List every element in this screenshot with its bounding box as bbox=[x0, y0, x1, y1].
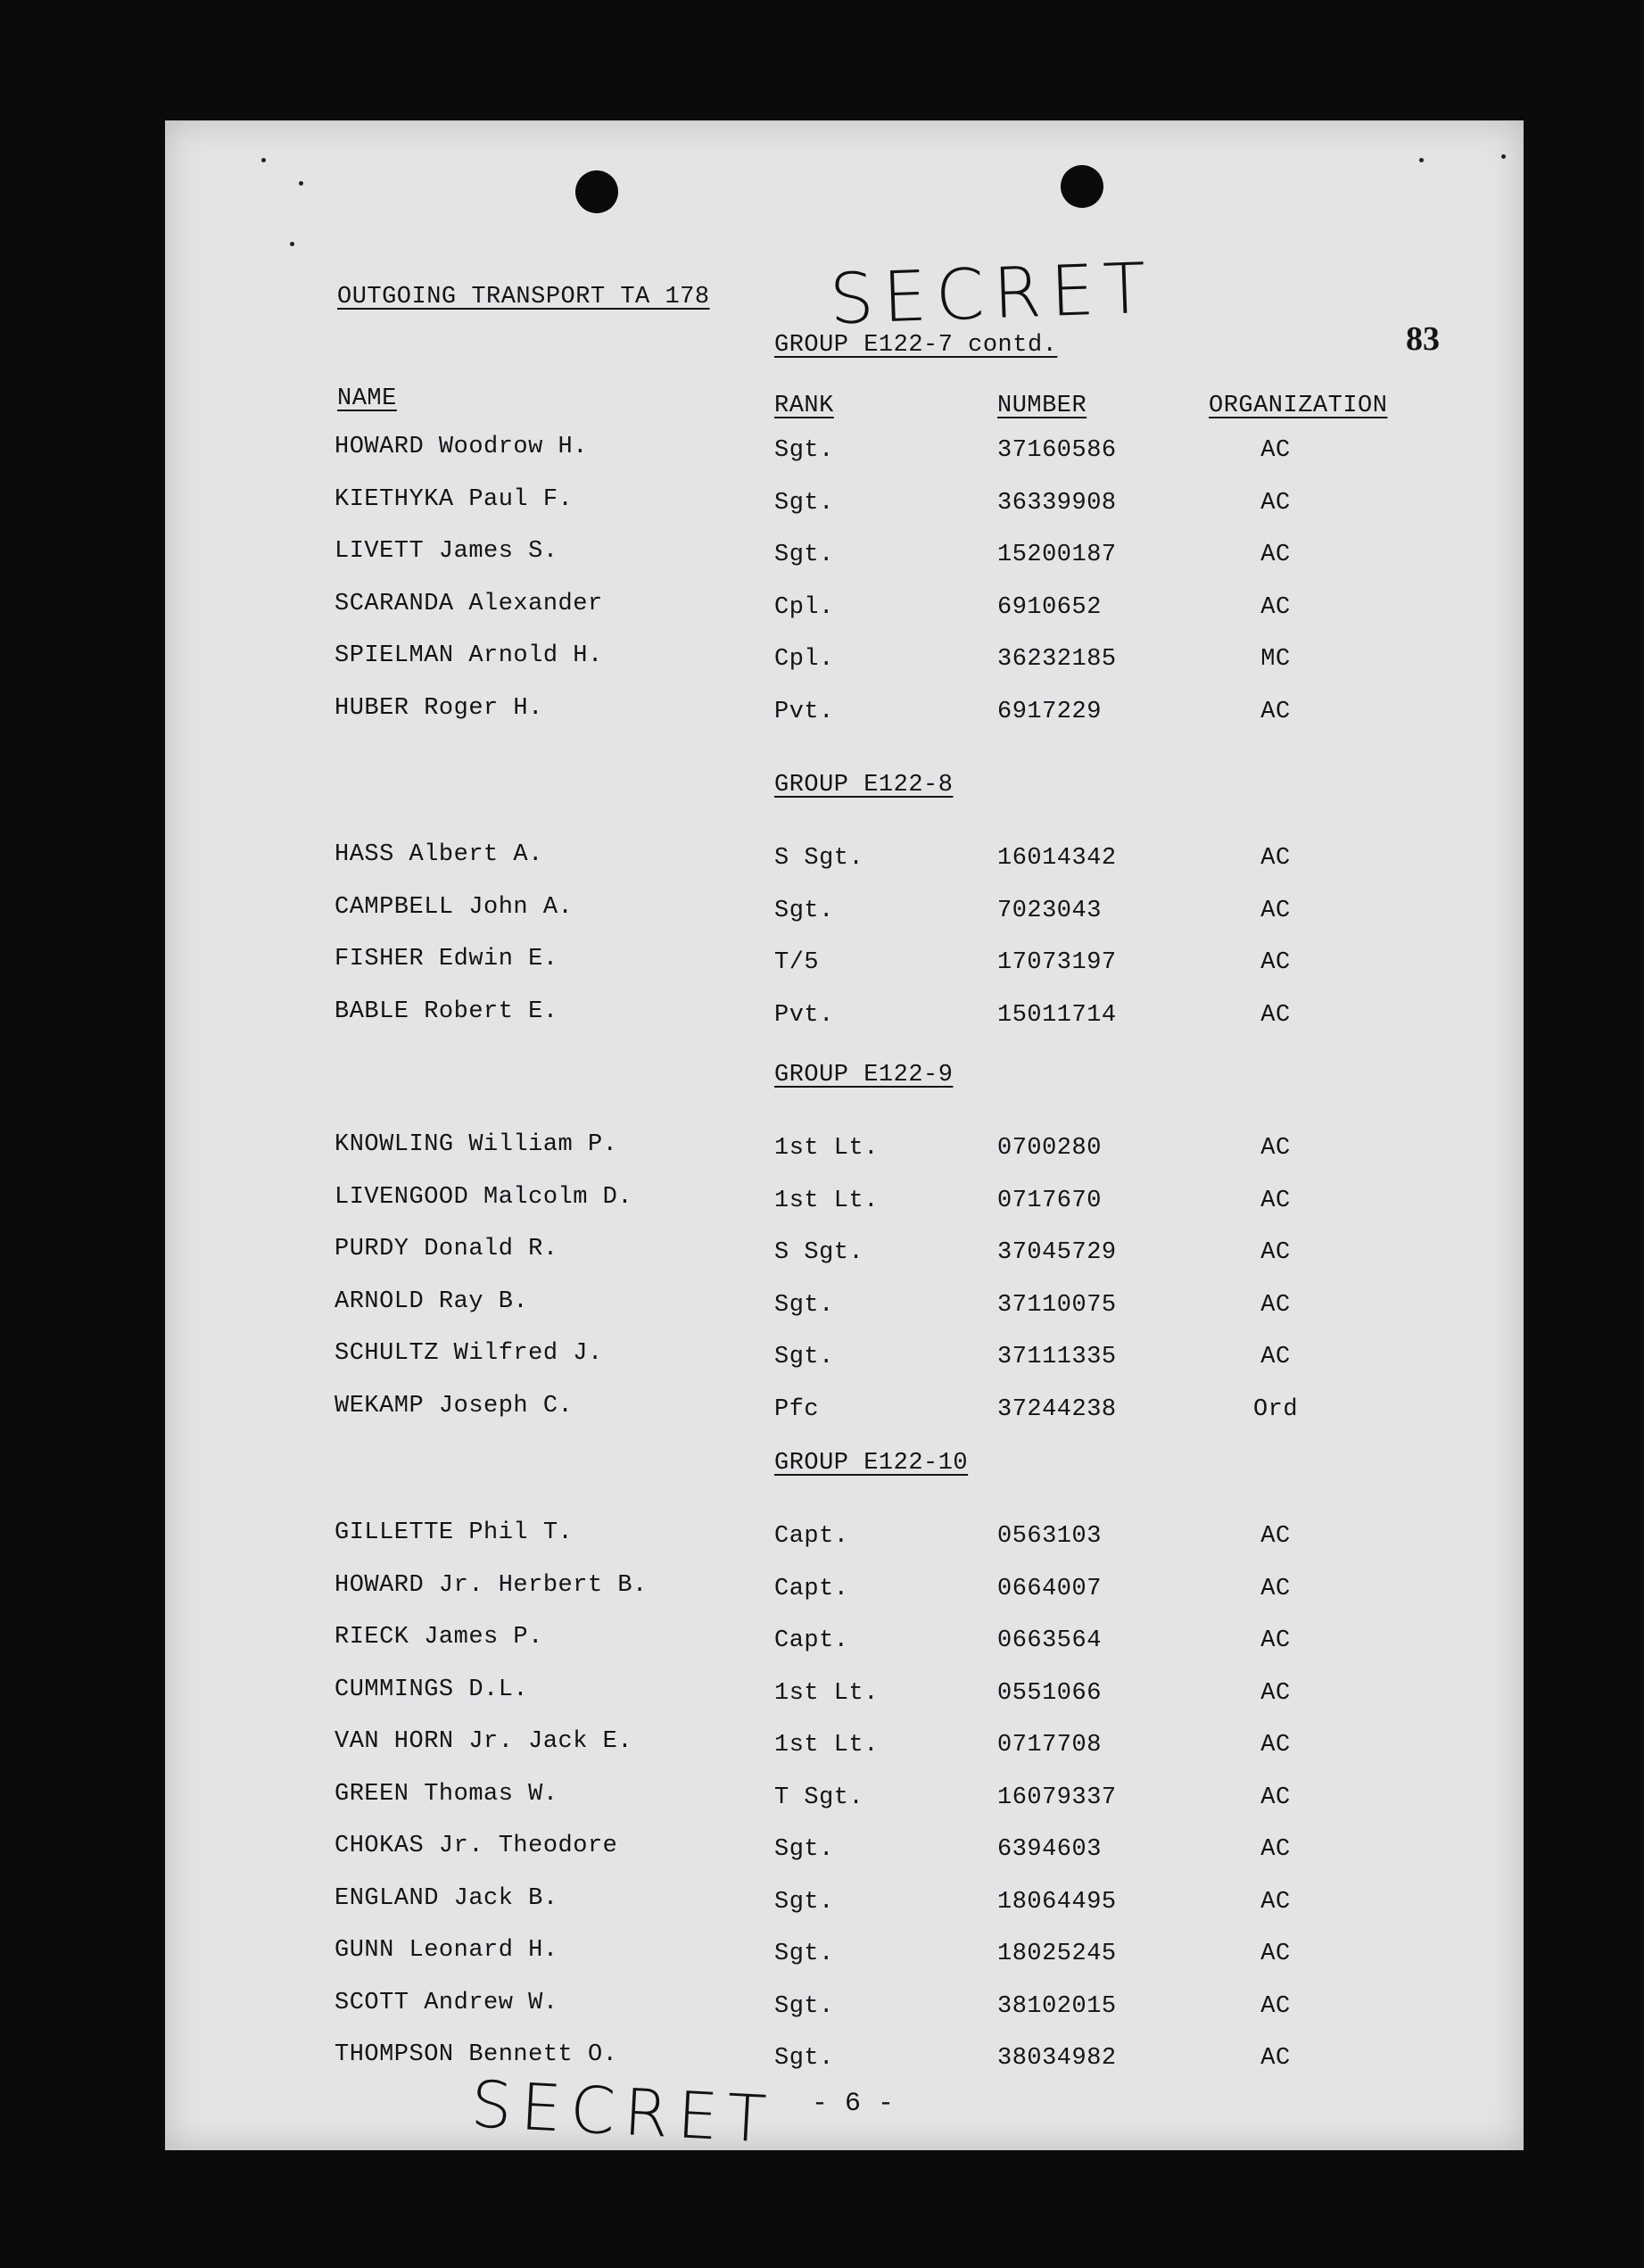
person-rank: Cpl. bbox=[774, 646, 834, 673]
person-name: ARNOLD Ray B. bbox=[335, 1287, 529, 1315]
column-header-name: NAME bbox=[337, 385, 397, 412]
punch-hole-right bbox=[1061, 165, 1103, 208]
speck bbox=[1419, 158, 1424, 162]
person-organization: AC bbox=[1260, 1732, 1291, 1759]
person-rank: 1st Lt. bbox=[774, 1732, 879, 1759]
speck bbox=[261, 158, 266, 162]
person-rank: Sgt. bbox=[774, 1836, 834, 1863]
person-rank: Sgt. bbox=[774, 542, 834, 568]
service-number: 17073197 bbox=[997, 949, 1117, 976]
person-organization: AC bbox=[1260, 698, 1291, 725]
service-number: 0717708 bbox=[997, 1732, 1102, 1759]
service-number: 6917229 bbox=[997, 698, 1102, 725]
service-number: 36339908 bbox=[997, 489, 1117, 517]
person-organization: AC bbox=[1260, 1187, 1291, 1214]
person-name: GREEN Thomas W. bbox=[335, 1780, 558, 1808]
person-name: CHOKAS Jr. Theodore bbox=[335, 1833, 618, 1859]
person-name: SPIELMAN Arnold H. bbox=[335, 642, 603, 669]
speck bbox=[1501, 154, 1506, 159]
service-number: 15011714 bbox=[997, 1001, 1117, 1029]
person-name: HOWARD Jr. Herbert B. bbox=[335, 1571, 648, 1599]
person-rank: Capt. bbox=[774, 1523, 849, 1550]
person-rank: 1st Lt. bbox=[774, 1679, 879, 1707]
person-organization: AC bbox=[1260, 1575, 1291, 1602]
group-heading: GROUP E122-9 bbox=[774, 1062, 954, 1088]
service-number: 0551066 bbox=[997, 1679, 1102, 1707]
person-name: KIETHYKA Paul F. bbox=[335, 485, 574, 513]
group-heading: GROUP E122-8 bbox=[774, 772, 954, 799]
person-name: WEKAMP Joseph C. bbox=[335, 1392, 574, 1420]
service-number: 16079337 bbox=[997, 1784, 1117, 1811]
person-organization: MC bbox=[1260, 646, 1291, 673]
person-organization: AC bbox=[1260, 1784, 1291, 1811]
person-name: CUMMINGS D.L. bbox=[335, 1676, 529, 1703]
service-number: 36232185 bbox=[997, 646, 1117, 673]
person-organization: AC bbox=[1260, 1941, 1291, 1967]
person-name: BABLE Robert E. bbox=[335, 997, 558, 1025]
service-number: 37244238 bbox=[997, 1395, 1117, 1423]
person-organization: AC bbox=[1260, 2045, 1291, 2072]
person-name: RIECK James P. bbox=[335, 1624, 543, 1651]
service-number: 7023043 bbox=[997, 897, 1102, 924]
person-organization: Ord bbox=[1252, 1395, 1299, 1423]
person-rank: Cpl. bbox=[774, 593, 834, 621]
service-number: 37111335 bbox=[997, 1344, 1117, 1370]
person-name: ENGLAND Jack B. bbox=[335, 1884, 558, 1912]
person-rank: Capt. bbox=[774, 1575, 849, 1602]
service-number: 0663564 bbox=[997, 1627, 1102, 1654]
punch-hole-left bbox=[575, 170, 618, 213]
person-organization: AC bbox=[1260, 1627, 1291, 1654]
person-rank: Sgt. bbox=[774, 1941, 834, 1967]
person-name: HUBER Roger H. bbox=[335, 694, 543, 722]
person-name: FISHER Edwin E. bbox=[335, 946, 558, 973]
service-number: 38102015 bbox=[997, 1992, 1117, 2020]
person-rank: Pvt. bbox=[774, 1001, 834, 1029]
person-rank: T/5 bbox=[774, 949, 820, 976]
service-number: 16014342 bbox=[997, 845, 1117, 872]
person-rank: Sgt. bbox=[774, 897, 834, 924]
service-number: 15200187 bbox=[997, 542, 1117, 568]
secret-stamp-top: SECRET bbox=[828, 248, 1156, 341]
person-rank: T Sgt. bbox=[774, 1784, 864, 1811]
footer-page-marker: - 6 - bbox=[812, 2089, 895, 2119]
column-header-number: NUMBER bbox=[997, 393, 1087, 419]
person-organization: AC bbox=[1260, 1344, 1291, 1370]
service-number: 18064495 bbox=[997, 1888, 1117, 1916]
person-name: VAN HORN Jr. Jack E. bbox=[335, 1728, 633, 1755]
person-name: SCOTT Andrew W. bbox=[335, 1989, 558, 2016]
person-rank: S Sgt. bbox=[774, 1239, 864, 1266]
document-title: OUTGOING TRANSPORT TA 178 bbox=[337, 284, 710, 310]
person-name: PURDY Donald R. bbox=[335, 1236, 558, 1262]
group-heading: GROUP E122-7 contd. bbox=[774, 332, 1058, 359]
service-number: 37160586 bbox=[997, 437, 1117, 464]
person-organization: AC bbox=[1260, 1523, 1291, 1550]
secret-stamp-bottom: SECRET bbox=[469, 2066, 777, 2157]
service-number: 37110075 bbox=[997, 1291, 1117, 1319]
service-number: 37045729 bbox=[997, 1239, 1117, 1266]
service-number: 0664007 bbox=[997, 1575, 1102, 1602]
person-name: GUNN Leonard H. bbox=[335, 1937, 558, 1964]
person-organization: AC bbox=[1260, 1992, 1291, 2020]
person-organization: AC bbox=[1260, 897, 1291, 924]
person-name: GILLETTE Phil T. bbox=[335, 1519, 574, 1546]
person-rank: Pfc bbox=[774, 1395, 820, 1423]
column-header-rank: RANK bbox=[774, 393, 834, 419]
person-name: HOWARD Woodrow H. bbox=[335, 434, 588, 460]
person-rank: Sgt. bbox=[774, 489, 834, 517]
person-organization: AC bbox=[1260, 1836, 1291, 1863]
person-organization: AC bbox=[1260, 1291, 1291, 1319]
person-name: KNOWLING William P. bbox=[335, 1131, 618, 1158]
person-name: HASS Albert A. bbox=[335, 841, 543, 868]
person-rank: Sgt. bbox=[774, 2045, 834, 2072]
person-organization: AC bbox=[1260, 1135, 1291, 1162]
group-heading: GROUP E122-10 bbox=[774, 1450, 969, 1477]
person-name: SCARANDA Alexander bbox=[335, 590, 603, 617]
speck bbox=[299, 181, 303, 186]
person-organization: AC bbox=[1260, 1239, 1291, 1266]
service-number: 6394603 bbox=[997, 1836, 1102, 1863]
person-name: LIVETT James S. bbox=[335, 538, 558, 565]
service-number: 18025245 bbox=[997, 1941, 1117, 1967]
person-name: SCHULTZ Wilfred J. bbox=[335, 1340, 603, 1367]
column-header-organization: ORGANIZATION bbox=[1209, 393, 1388, 419]
service-number: 38034982 bbox=[997, 2045, 1117, 2072]
person-rank: Sgt. bbox=[774, 437, 834, 464]
service-number: 0717670 bbox=[997, 1187, 1102, 1214]
person-name: CAMPBELL John A. bbox=[335, 893, 574, 921]
person-rank: S Sgt. bbox=[774, 845, 864, 872]
person-organization: AC bbox=[1260, 542, 1291, 568]
person-rank: Sgt. bbox=[774, 1344, 834, 1370]
person-rank: 1st Lt. bbox=[774, 1187, 879, 1214]
person-name: THOMPSON Bennett O. bbox=[335, 2041, 618, 2068]
page-number: 83 bbox=[1406, 320, 1440, 358]
person-organization: AC bbox=[1260, 845, 1291, 872]
person-organization: AC bbox=[1260, 949, 1291, 976]
person-organization: AC bbox=[1260, 1001, 1291, 1029]
service-number: 0563103 bbox=[997, 1523, 1102, 1550]
speck bbox=[290, 242, 294, 246]
person-name: LIVENGOOD Malcolm D. bbox=[335, 1183, 633, 1211]
person-rank: 1st Lt. bbox=[774, 1135, 879, 1162]
service-number: 6910652 bbox=[997, 593, 1102, 621]
person-organization: AC bbox=[1260, 1888, 1291, 1916]
person-organization: AC bbox=[1260, 593, 1291, 621]
person-organization: AC bbox=[1260, 489, 1291, 517]
person-rank: Sgt. bbox=[774, 1291, 834, 1319]
service-number: 0700280 bbox=[997, 1135, 1102, 1162]
person-rank: Pvt. bbox=[774, 698, 834, 725]
person-rank: Sgt. bbox=[774, 1992, 834, 2020]
person-organization: AC bbox=[1260, 437, 1291, 464]
person-rank: Capt. bbox=[774, 1627, 849, 1654]
person-rank: Sgt. bbox=[774, 1888, 834, 1916]
person-organization: AC bbox=[1260, 1679, 1291, 1707]
